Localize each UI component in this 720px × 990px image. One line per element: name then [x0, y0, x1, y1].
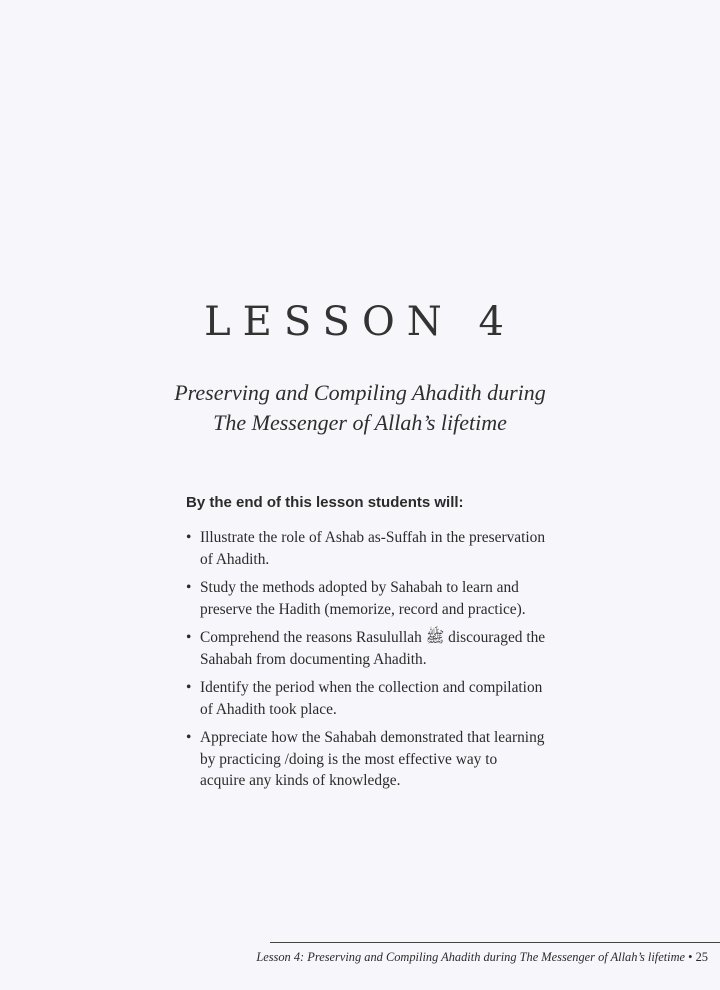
- subtitle-line-1: Preserving and Compiling Ahadith during: [174, 380, 546, 405]
- objective-item: [186, 727, 546, 792]
- lesson-subtitle: [140, 378, 580, 438]
- objective-item: [186, 527, 546, 570]
- objective-item: [186, 577, 546, 620]
- bullet-icon: •: [186, 729, 192, 746]
- objective-item: [186, 627, 546, 670]
- objective-text: Identify the period when the collection and compilation of Ahadith took place.: [200, 679, 543, 718]
- learning-objectives: [186, 494, 546, 799]
- objectives-heading: By the end of this lesson students will:: [186, 494, 464, 511]
- footer-divider: [270, 942, 720, 943]
- objective-text: Appreciate how the Sahabah demonstrated that learning by practicing /doing is the most effective way to acquire any kinds of knowledge.: [200, 729, 545, 789]
- objective-text: Illustrate the role of Ashab as-Suffah in the preservation of Ahadith.: [200, 529, 546, 568]
- bullet-icon: •: [186, 529, 192, 546]
- objective-text: Comprehend the reasons Rasulullah ﷺ discouraged the Sahabah from documenting Ahadith.: [200, 629, 546, 668]
- bullet-icon: •: [186, 629, 192, 646]
- bullet-icon: •: [186, 679, 192, 696]
- subtitle-line-2: The Messenger of Allah’s lifetime: [213, 410, 507, 435]
- bullet-icon: •: [186, 579, 192, 596]
- objective-item: [186, 677, 546, 720]
- objectives-list: [186, 527, 546, 792]
- page-footer: [256, 950, 708, 965]
- running-title: Lesson 4: Preserving and Compiling Ahadith during The Messenger of Allah’s lifetime: [256, 950, 686, 964]
- footer-separator: •: [685, 950, 696, 964]
- lesson-title: LESSON 4: [204, 298, 516, 345]
- page-number: 25: [695, 950, 708, 964]
- objective-text: Study the methods adopted by Sahabah to learn and preserve the Hadith (memorize, record and practice).: [200, 579, 526, 618]
